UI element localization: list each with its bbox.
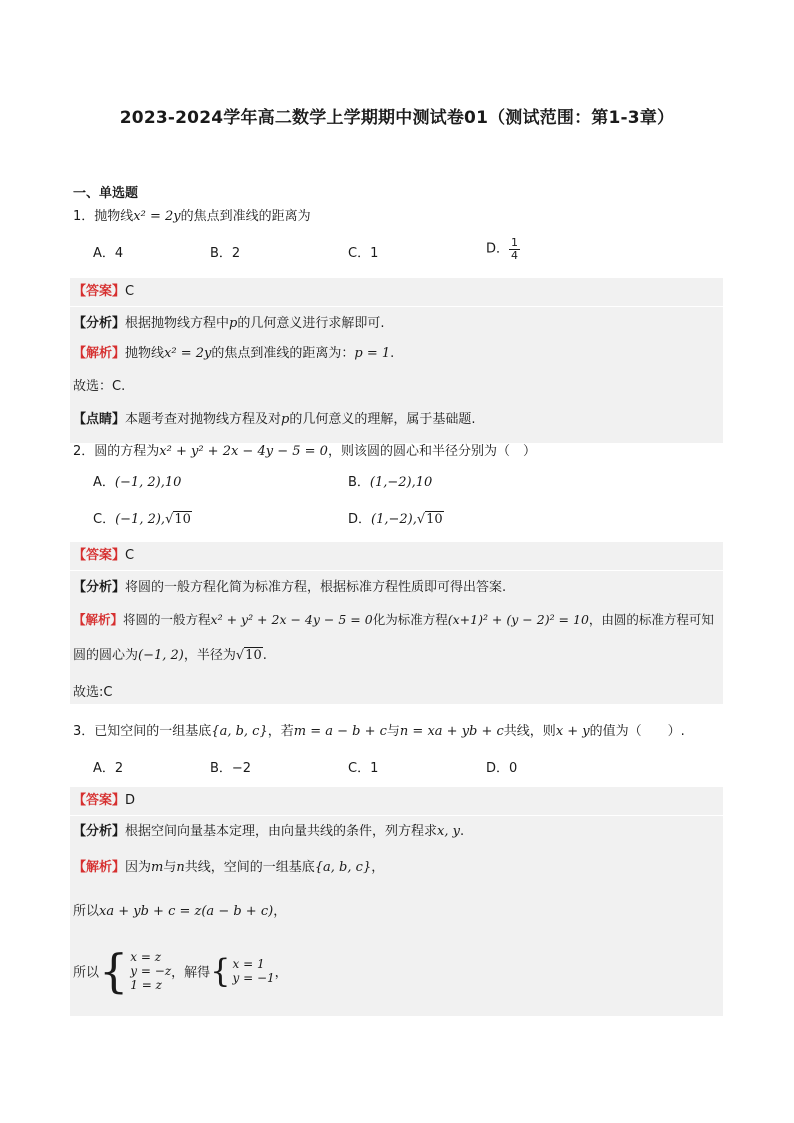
answer-box xyxy=(70,542,723,570)
q3-solution: 【解析】因为m与n共线，空间的一组基底{a, b, c}， xyxy=(73,860,385,875)
q1-solution: 【解析】抛物线x² = 2y的焦点到准线的距离为：p = 1. xyxy=(73,346,395,361)
q1-analysis: 【分析】根据抛物线方程中p的几何意义进行求解即可. xyxy=(73,316,385,331)
q1-option-a: A．4 xyxy=(93,246,124,261)
q3-option-a: A．2 xyxy=(93,761,124,776)
q3-answer: 【答案】D xyxy=(73,793,136,808)
q2-analysis: 【分析】将圆的一般方程化简为标准方程，根据标准方程性质即可得出答案. xyxy=(73,580,507,595)
q3-analysis: 【分析】根据空间向量基本定理，由向量共线的条件，列方程求x, y. xyxy=(73,824,465,839)
q1-answer: 【答案】C xyxy=(73,284,135,299)
question-1: 1．抛物线x² = 2y的焦点到准线的距离为 xyxy=(73,209,311,224)
q3-solution-line2: 所以xa + yb + c = z(a − b + c)， xyxy=(73,904,287,919)
q2-option-b: B．(1,−2),10 xyxy=(348,475,433,490)
question-3: 3．已知空间的一组基底{a, b, c}，若m = a − b + c与n = xa + yb + c共线，则x + y的值为（ ）. xyxy=(73,724,685,739)
q3-option-c: C．1 xyxy=(348,761,379,776)
page-title: 2023-2024学年高二数学上学期期中测试卷01（测试范围：第1-3章） xyxy=(119,108,675,128)
section-heading: 一、单选题 xyxy=(73,186,139,201)
q2-choose: 故选:C xyxy=(73,685,113,700)
q2-solution: 【解析】将圆的一般方程x² + y² + 2x − 4y − 5 = 0化为标准方程(x+1)² + (y − 2)² = 10，由圆的标准方程可知 xyxy=(73,612,714,627)
answer-box xyxy=(70,787,723,815)
equation-system: { x = z y = −z 1 = z xyxy=(99,944,172,998)
answer-box xyxy=(70,278,723,306)
q1-option-d: D． $\frac{1}{4}$ xyxy=(486,236,519,262)
q1-comment: 【点睛】本题考查对抛物线方程及对p的几何意义的理解，属于基础题. xyxy=(73,412,476,427)
q3-option-b: B．−2 xyxy=(210,761,252,776)
q2-answer: 【答案】C xyxy=(73,548,135,563)
q3-solution-line3: 所以 { x = z y = −z 1 = z ，解得 { x = 1 y = −1 ， xyxy=(73,944,288,998)
q2-option-a: A．(−1, 2),10 xyxy=(93,475,182,490)
question-2: 2．圆的方程为x² + y² + 2x − 4y − 5 = 0，则该圆的圆心和半径分别为（ ） xyxy=(73,444,536,459)
q1-option-c: C．1 xyxy=(348,246,379,261)
q1-choose: 故选：C. xyxy=(73,379,126,394)
equation-system: { x = 1 y = −1 xyxy=(210,952,275,990)
q1-option-b: B．2 xyxy=(210,246,241,261)
q2-option-d: D．(1,−2),√10 xyxy=(348,512,443,527)
fraction: $\frac{1}{4}$ xyxy=(511,236,519,262)
q3-option-d: D．0 xyxy=(486,761,518,776)
q2-solution-cont: 圆的圆心为(−1, 2)，半径为√10. xyxy=(73,648,267,663)
q2-option-c: C．(−1, 2),√10 xyxy=(93,512,191,527)
